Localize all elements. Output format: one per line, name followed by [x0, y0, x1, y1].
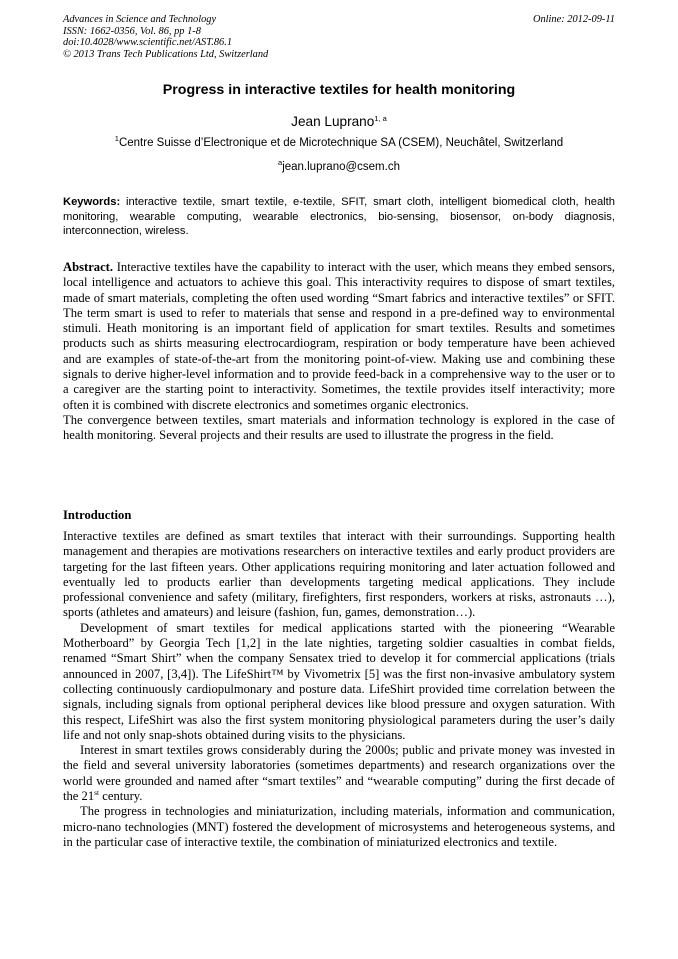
- introduction-heading: Introduction: [63, 508, 132, 522]
- journal-name: Advances in Science and Technology: [63, 14, 217, 25]
- email-address: jean.luprano@csem.ch: [282, 161, 400, 173]
- abstract-paragraph-1: [63, 260, 615, 413]
- journal-header: [63, 14, 615, 60]
- intro-p3-text: Interest in smart textiles grows considerably during the 2000s; public and private money was invested in the field and several university laboratories (sometimes departments) and research organizations over the world were grounded and named after “smart textiles” and “wearable computing” during the first decade of the 21: [63, 743, 615, 804]
- affiliation-superscript: 1: [114, 134, 119, 143]
- copyright-line: © 2013 Trans Tech Publications Ltd, Switzerland: [63, 48, 269, 60]
- keywords-block: [63, 195, 615, 239]
- author-line: [0, 114, 678, 129]
- abstract-text-1: Interactive textiles have the capability to interact with the user, which means they embed sensors, local intelligence and actuators to achieve this goal. This interactivity requires to dispose of smart textiles, made of smart materials, completing the often used wording “Smart fabrics and interactive textiles” or SFIT. The term smart is used to refer to materials that sense and respond in a pre-defined way to environmental stimuli. Heath monitoring is an important field of application for smart textiles. Results and sometimes products such as shirts measuring electrocardiogram, respiration or body temperature have been achieved and are examples of state-of-the-art from the monitoring point-of-view. Making use and combining these signals to derive higher-level information and to provide feed-back in a comprehensive way to the user or to a caregiver are the starting point to interactivity. Sometimes, the textile provides itself interactivity; more often it is combined with discrete electronics and sometimes organic electronics.: [63, 260, 615, 412]
- doi-line: doi:10.4028/www.scientific.net/AST.86.1: [63, 37, 233, 49]
- affiliation-text: Centre Suisse d’Electronique et de Microtechnique SA (CSEM), Neuchâtel, Switzerland: [118, 137, 564, 149]
- keywords-label: Keywords:: [63, 196, 121, 208]
- intro-paragraph-3: [63, 743, 615, 804]
- author-name: Jean Luprano: [291, 114, 375, 129]
- keywords-text: interactive textile, smart textile, e-textile, SFIT, smart cloth, intelligent biomedical cloth, health monitoring, wearable computing, wearable electronics, bio-sensing, biosensor, on-body diagnosis, interconnection, wireless.: [63, 196, 615, 238]
- issn-line: ISSN: 1662-0356, Vol. 86, pp 1-8: [63, 25, 201, 37]
- intro-p3-superscript: st: [94, 788, 100, 798]
- abstract-paragraph-2: The convergence between textiles, smart materials and information technology is explored in the case of health monitoring. Several projects and their results are used to illustrate the progress in the field.: [63, 412, 615, 443]
- intro-paragraph-4: The progress in technologies and miniaturization, including materials, information and communication, micro-nano technologies (MNT) fostered the development of microsystems and heterogeneous systems, and in the particular case of interactive textile, the combination of miniaturized electronics and textile.: [63, 804, 615, 849]
- paper-title: Progress in interactive textiles for health monitoring: [162, 82, 516, 98]
- abstract-label: Abstract.: [63, 260, 114, 274]
- introduction-body: [63, 529, 615, 850]
- email-superscript: a: [278, 158, 283, 167]
- intro-paragraph-1: Interactive textiles are defined as smart textiles that interact with their surroundings. Supporting health management and therapies are motivations researchers on interactive textiles and early product providers are targeting for the last fifteen years. Other applications requiring monitoring and later actuation followed and eventually led to products earlier than developments targeting medical applications. They include professional convenience and safety (military, firefighters, first responders, workers at risks, astronauts …), sports (athletes and amateurs) and leisure (fashion, fun, games, demonstration…).: [63, 529, 615, 620]
- intro-p3-tail: century.: [99, 789, 143, 804]
- intro-paragraph-2: Development of smart textiles for medical applications started with the pioneering “Wearable Motherboard” by Georgia Tech [1,2] in the late nighties, targeting soldier casualties in combat fields, renamed “Smart Shirt” when the company Sensatex tried to develop it for commercial applications (trials announced in 2007, [3,4]). The LifeShirt™ by Vivometrix [5] was the first non-invasive ambulatory system collecting continuously cardiopulmonary and posture data. LifeShirt provided time correlation between the signals, including signals from optional peripheral devices like blood pressure and oxygen saturation. With this respect, LifeShirt was also the first system monitoring physiological parameters during the user’s daily life and not only snap-shots obtained during visits to the physicians.: [63, 620, 615, 742]
- email-line: [0, 158, 678, 173]
- online-date: Online: 2012-09-11: [532, 14, 615, 25]
- affiliation: [0, 134, 678, 149]
- abstract-block: [63, 260, 615, 444]
- author-superscript: 1, a: [374, 114, 387, 123]
